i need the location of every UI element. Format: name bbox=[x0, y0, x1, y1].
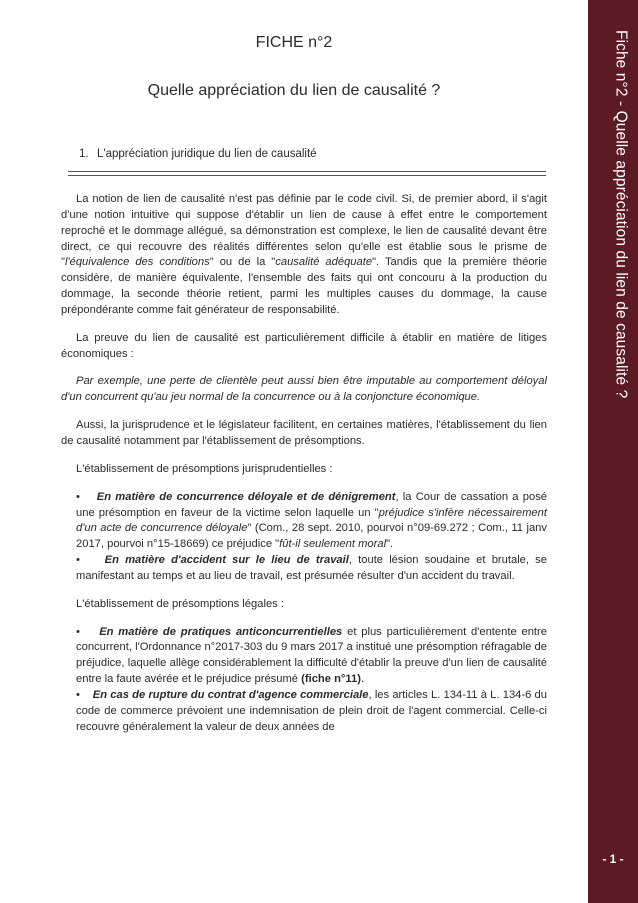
heading-divider-bottom bbox=[68, 175, 546, 176]
sidebar-title: Fiche n°2 - Quelle appréciation du lien de causalité ? bbox=[612, 30, 630, 399]
page-subtitle: Quelle appréciation du lien de causalité ? bbox=[147, 82, 441, 99]
paragraph-proof-difficulty: La preuve du lien de causalité est particulièrement difficile à établir en matière de litiges économiques : bbox=[61, 331, 547, 360]
paragraph-presumptions: Aussi, la jurisprudence et le législateur facilitent, en certaines matières, l'établissement du lien de causalité notamment par l'établissement de présomptions. bbox=[61, 419, 547, 447]
page-number: - 1 - bbox=[602, 852, 624, 866]
section-number: 1. bbox=[79, 148, 89, 160]
fiche-title: FICHE n°2 bbox=[255, 34, 333, 51]
list-item: • En cas de rupture du contrat d'agence commerciale, les articles L. 134-11 à L. 134-6 du code de commerce prévoient une indemnisation de plein droit de l'agent commercial. Celle-ci recouvre généralement la valeur de deux années de bbox=[76, 688, 547, 733]
jurisprudential-intro: L'établissement de présomptions jurisprudentielles : bbox=[76, 462, 333, 475]
heading-divider-top bbox=[68, 171, 546, 172]
fiche-reference: (fiche n°11) bbox=[301, 673, 361, 686]
jurisprudential-list bbox=[61, 490, 547, 585]
legal-list bbox=[61, 625, 547, 736]
list-item: • En matière d'accident sur le lieu de travail, toute lésion soudaine et brutale, se manifestant au temps et au lieu de travail, est présumée résulter d'un accident du travail. bbox=[76, 554, 547, 582]
body-content bbox=[61, 192, 547, 747]
list-item: • En matière de pratiques anticoncurrentielles et plus particulièrement d'entente entre concurrent, l'Ordonnance n°2017-303 du 9 mars 2017 a institué une présomption réfragable de préjudice, laquelle allège considérablement la difficulté d'établir la preuve d'un lien de causalité entre la faute avérée et le préjudice présumé (fiche n°11). bbox=[76, 625, 547, 686]
bullet-icon: • bbox=[76, 625, 80, 638]
legal-intro: L'établissement de présomptions légales : bbox=[76, 597, 284, 610]
paragraph-causal-notion: La notion de lien de causalité n'est pas définie par le code civil. Si, de premier abord, il s'agit d'une notion intuitive qui suppose d'établir un lien de cause à effet entre le comportement reproché et le dommage allégué, sa démonstration est complexe, le lien de causalité devant être direct, ce qui recouvre des réalités différentes selon qu'elle est établie sous le prisme de "l'équivalence des conditions" ou de la "causalité adéquate". Tandis que la première théorie considère, de manière équivalente, l'ensemble des faits qui ont concouru à la production du dommage, la seconde théorie retient, parmi les multiples causes du dommage, la cause prépondérante comme fait générateur de responsabilité. bbox=[61, 193, 547, 316]
list-item: • En matière de concurrence déloyale et de dénigrement, la Cour de cassation a posé une présomption en faveur de la victime selon laquelle un "préjudice s'infère nécessairement d'un acte de concurrence déloyale" (Com., 28 sept. 2010, pourvoi n°09-69.272 ; Com., 11 janv 2017, pourvoi n°15-18669) ce préjudice "fût-il seulement moral". bbox=[76, 490, 548, 551]
bullet-icon: • bbox=[76, 554, 80, 567]
bullet-icon: • bbox=[76, 688, 80, 701]
section-heading bbox=[79, 148, 317, 160]
paragraph-example: Par exemple, une perte de clientèle peut aussi bien être imputable au comportement déloyal d'un concurrent qu'au jeu normal de la concurrence ou à la conjoncture économique. bbox=[61, 375, 547, 404]
section-heading-text: L'appréciation juridique du lien de causalité bbox=[97, 148, 317, 160]
bullet-icon: • bbox=[76, 490, 80, 503]
